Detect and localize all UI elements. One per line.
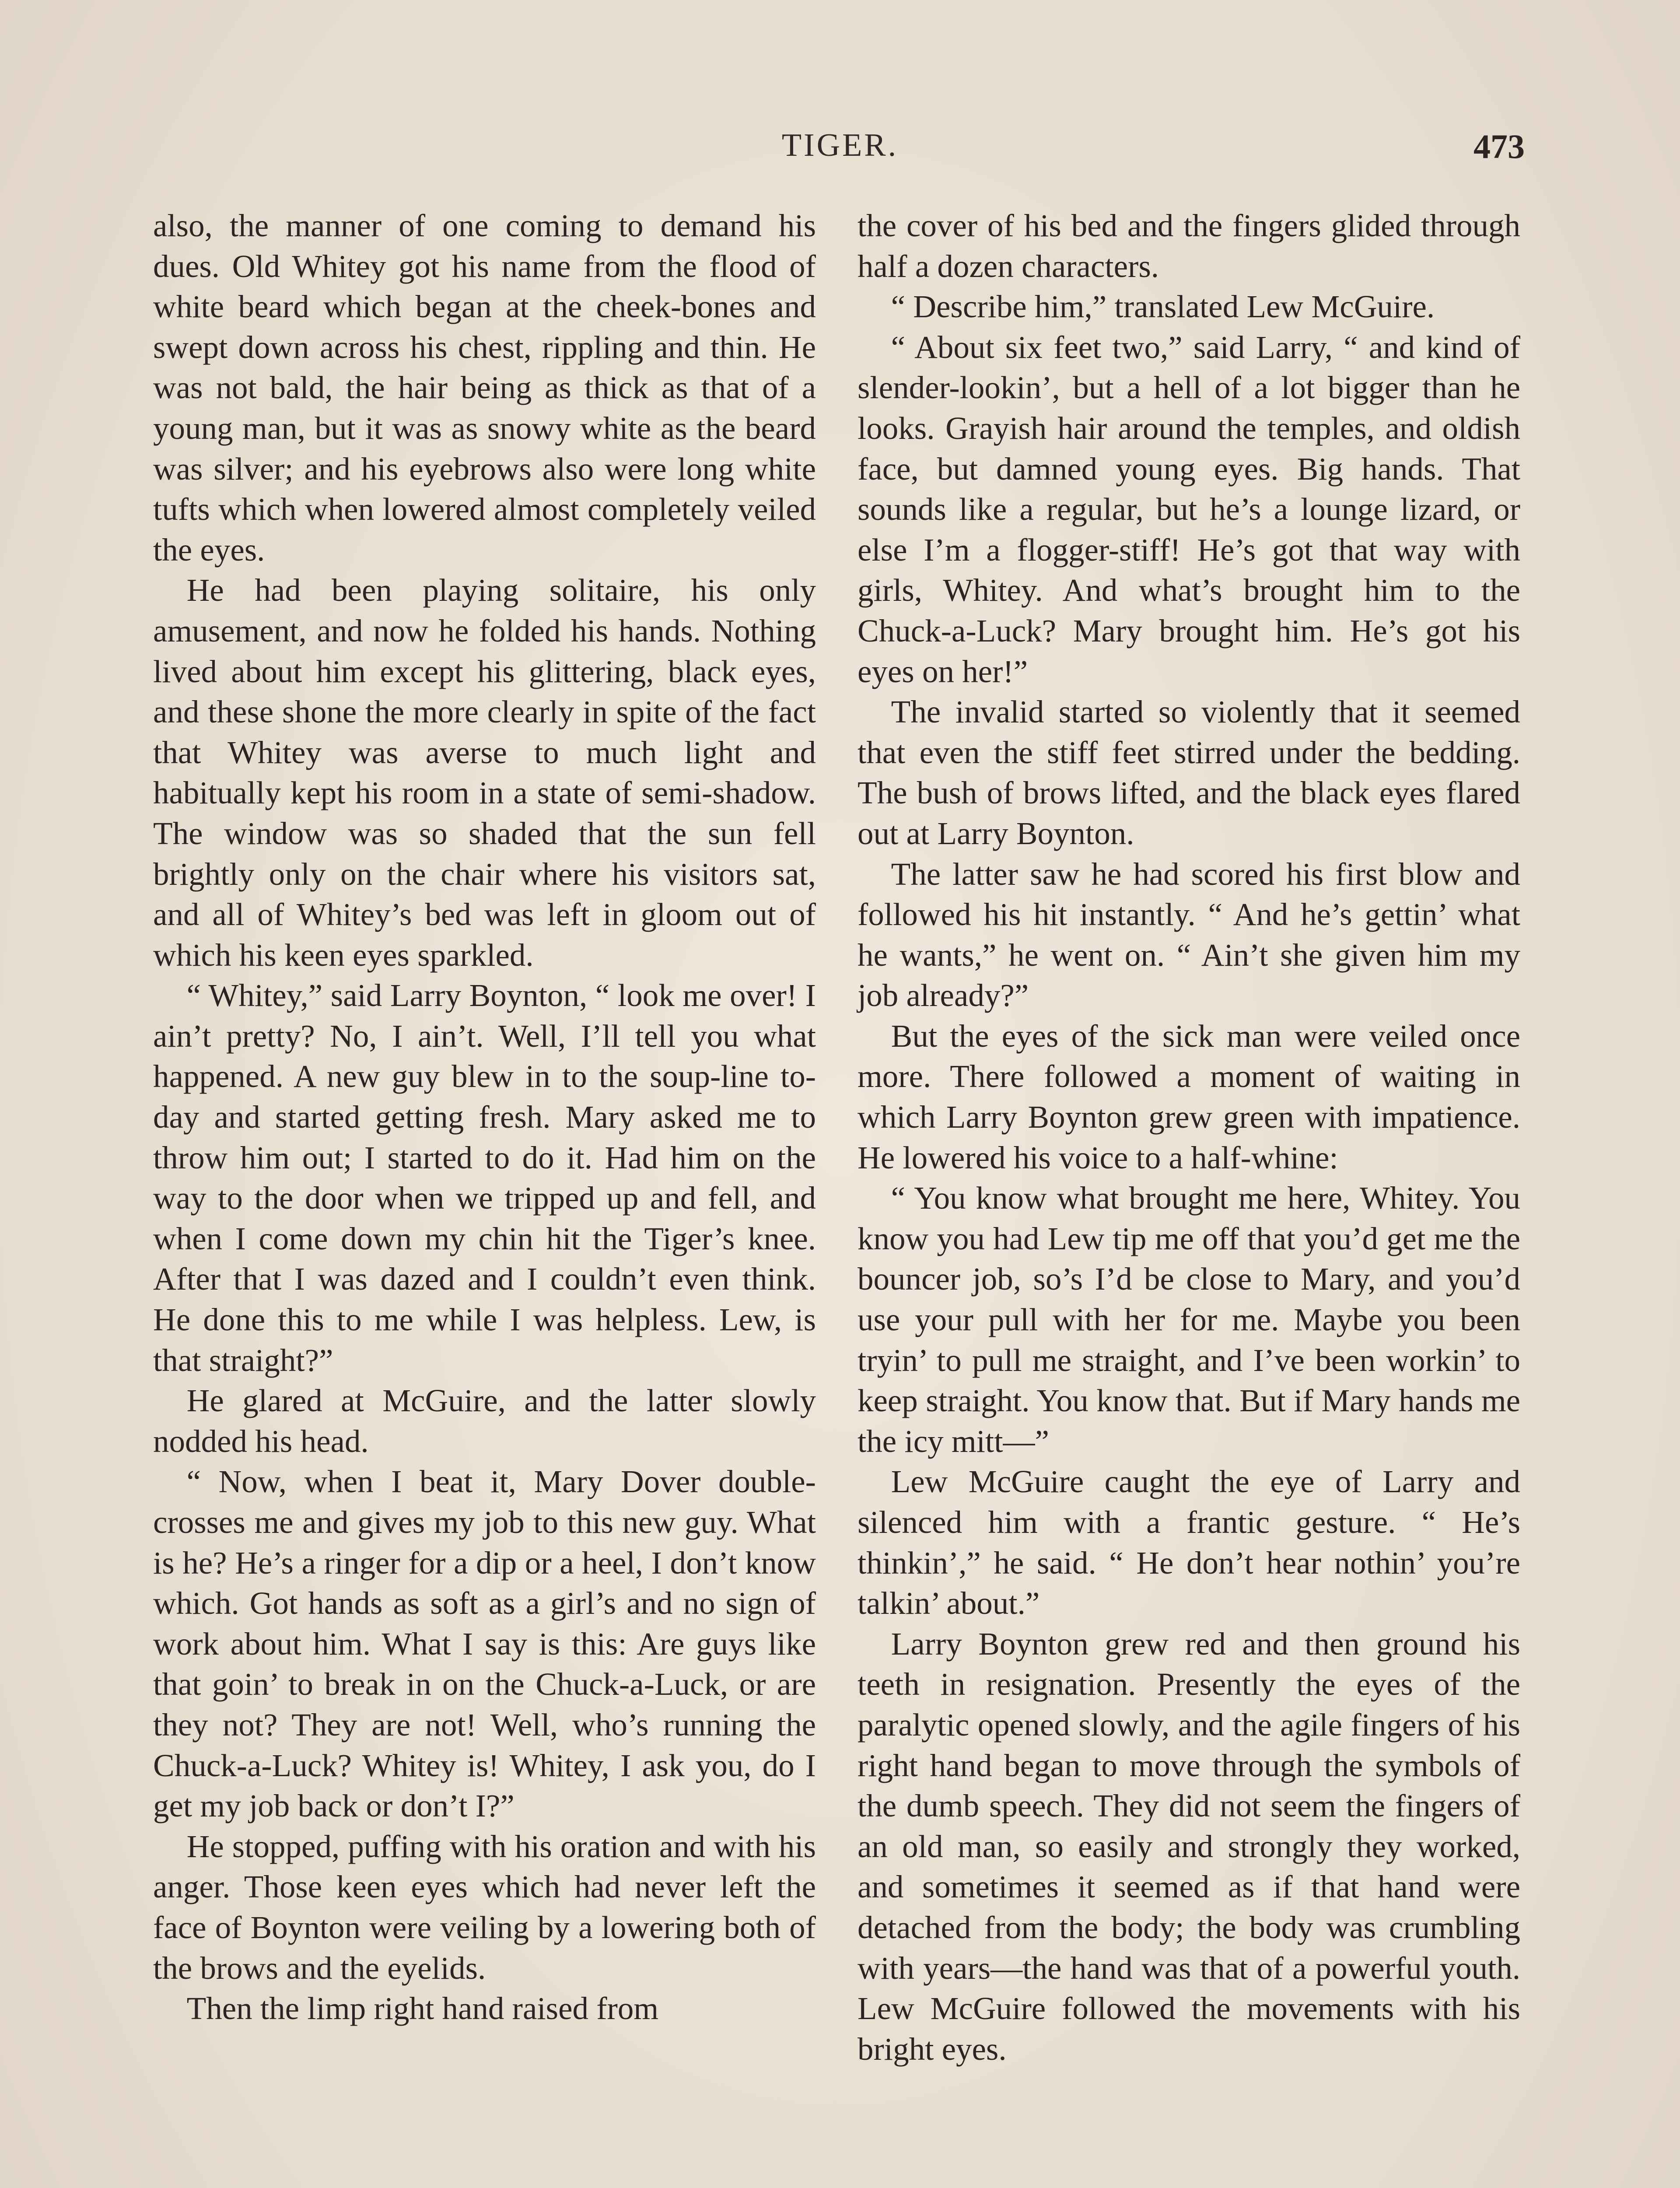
right-column: [858, 206, 1520, 2069]
paragraph: He glared at McGuire, and the latter slowly nodded his head.: [153, 1383, 816, 1459]
running-title: TIGER.: [781, 127, 899, 163]
paragraph: “ You know what brought me here, Whitey. You know you had Lew tip me off that you’d get me the bouncer job, so’s I’d be close to Mary, and you’d use your pull with her for me. Maybe you been tryin’ to pull me straight, and I’ve been workin’ to keep straight. You know that. But if Mary hands me the icy mitt—”: [858, 1180, 1520, 1459]
paragraph: also, the manner of one coming to demand his dues. Old Whitey got his name from the flood of white beard which began at the cheek-bones and swept down across his chest, rippling and thin. He was not bald, the hair being as thick as that of a young man, but it was as snowy white as the beard was silver; and his eyebrows also were long white tufts which when lowered almost completely veiled the eyes.: [153, 208, 816, 568]
paragraph: The invalid started so violently that it seemed that even the stiff feet stirred under the bedding. The bush of brows lifted, and the black eyes flared out at Larry Boynton.: [858, 694, 1520, 851]
paragraph: He had been playing solitaire, his only amusement, and now he folded his hands. Nothing lived about him except his glittering, black eyes, and these shone the more clearly in spite of the fact that Whitey was averse to much light and habitually kept his room in a state of semi-shadow. The window was so shaded that the sun fell brightly only on the chair where his visitors sat, and all of Whitey’s bed was left in gloom out of which his keen eyes sparkled.: [153, 572, 816, 973]
paragraph: Larry Boynton grew red and then ground his teeth in resignation. Presently the eyes of the paralytic opened slowly, and the agile fingers of his right hand began to move through the symbols of the dumb speech. They did not seem the fingers of an old man, so easily and strongly they worked, and sometimes it seemed as if that hand were detached from the body; the body was crumbling with years—the hand was that of a powerful youth. Lew McGuire followed the movements with his bright eyes.: [858, 1626, 1520, 2067]
left-column: [153, 206, 816, 2029]
paragraph: But the eyes of the sick man were veiled once more. There followed a moment of waiting in which Larry Boynton grew green with impatience. He lowered his voice to a half-whine:: [858, 1018, 1520, 1175]
paragraph: The latter saw he had scored his first blow and followed his hit instantly. “ And he’s gettin’ what he wants,” he went on. “ Ain’t she given him my job already?”: [858, 856, 1520, 1013]
paragraph: He stopped, puffing with his oration and with his anger. Those keen eyes which had never left the face of Boynton were veiling by a lowering both of the brows and the eyelids.: [153, 1828, 816, 1986]
page-header: [155, 127, 1525, 179]
page-number: 473: [1474, 127, 1525, 165]
paragraph: the cover of his bed and the fingers glided through half a dozen characters.: [858, 208, 1520, 284]
paragraph: “ Whitey,” said Larry Boynton, “ look me over! I ain’t pretty? No, I ain’t. Well, I’ll tell you what happened. A new guy blew in to the soup-line to-day and started getting fresh. Mary asked me to throw him out; I started to do it. Had him on the way to the door when we tripped up and fell, and when I come down my chin hit the Tiger’s knee. After that I was dazed and I couldn’t even think. He done this to me while I was helpless. Lew, is that straight?”: [153, 978, 816, 1378]
paragraph: “ Now, when I beat it, Mary Dover double-crosses me and gives my job to this new guy. What is he? He’s a ringer for a dip or a heel, I don’t know which. Got hands as soft as a girl’s and no sign of work about him. What I say is this: Are guys like that goin’ to break in on the Chuck-a-Luck, or are they not? They are not! Well, who’s running the Chuck-a-Luck? Whitey is! Whitey, I ask you, do I get my job back or don’t I?”: [153, 1464, 816, 1824]
paragraph: Lew McGuire caught the eye of Larry and silenced him with a frantic gesture. “ He’s thinkin’,” he said. “ He don’t hear nothin’ you’re talkin’ about.”: [858, 1464, 1520, 1621]
paragraph: “ Describe him,” translated Lew McGuire.: [891, 289, 1435, 325]
paragraph: “ About six feet two,” said Larry, “ and kind of slender-lookin’, but a hell of a lot bigger than he looks. Grayish hair around the temples, and oldish face, but damned young eyes. Big hands. That sounds like a regular, but he’s a lounge lizard, or else I’m a flogger-stiff! He’s got that way with girls, Whitey. And what’s brought him to the Chuck-a-Luck? Mary brought him. He’s got his eyes on her!”: [858, 329, 1520, 689]
paragraph: Then the limp right hand raised from: [186, 1991, 659, 2027]
